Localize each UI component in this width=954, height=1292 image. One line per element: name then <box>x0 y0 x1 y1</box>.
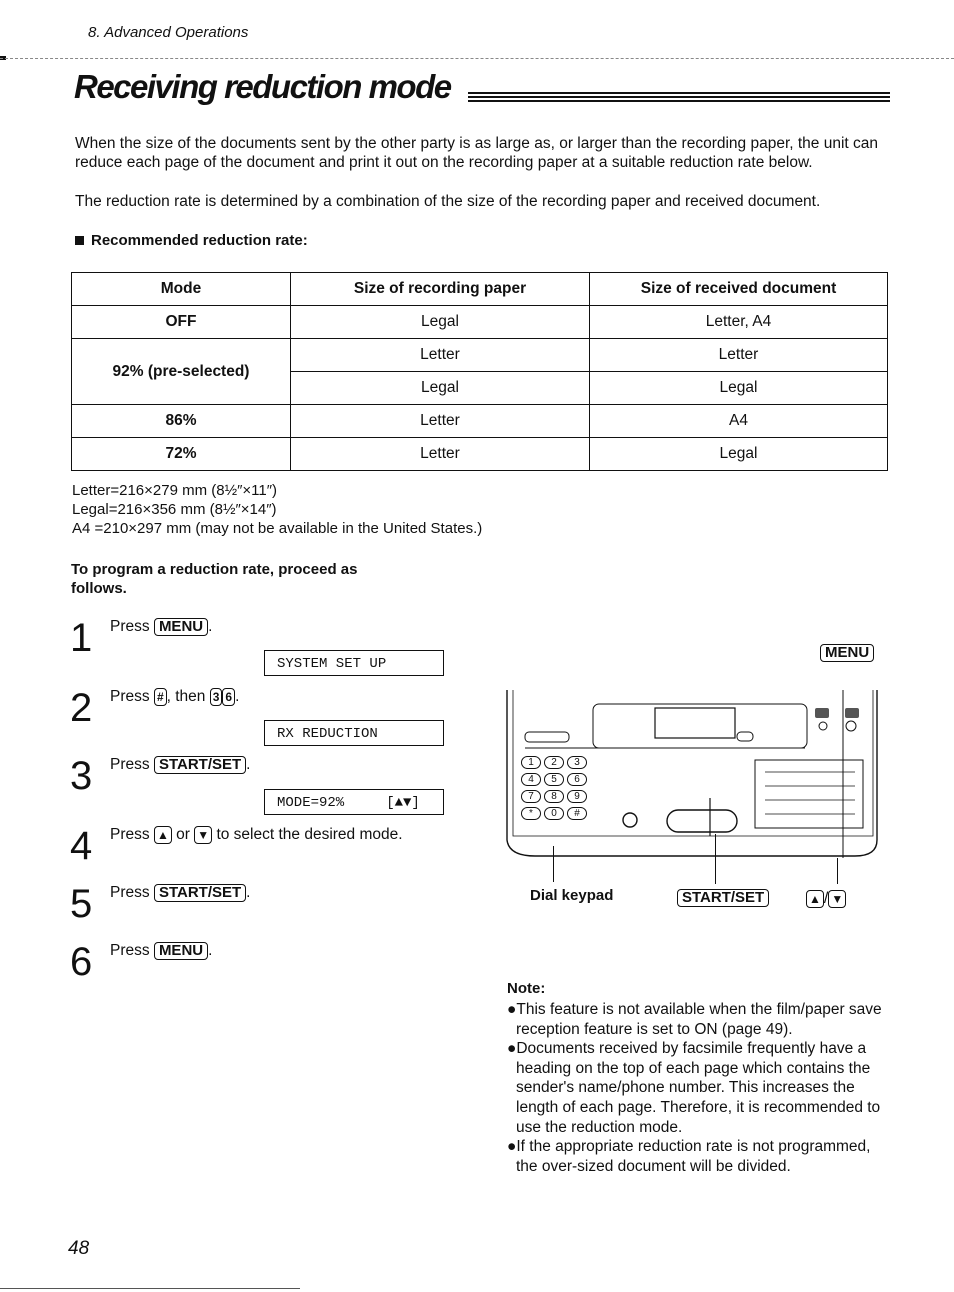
footer-rule <box>0 1288 300 1289</box>
table-row <box>72 405 888 438</box>
keypad-callout-line <box>553 846 554 882</box>
table-header-row <box>72 273 888 306</box>
intro-paragraph-1: When the size of the documents sent by the other party is as large as, or larger than the recording paper, the unit can reduce each page of the document and print it out on the recording paper at a suitable reduction rate below. <box>75 135 879 171</box>
arrow-callout-line <box>837 858 838 884</box>
step-tail: . <box>246 756 251 773</box>
keypad-key: 0 <box>544 807 564 820</box>
step-text <box>110 688 239 706</box>
digit-6-key: 6 <box>222 688 235 706</box>
press-label: Press <box>110 618 150 635</box>
step-number: 6 <box>70 940 93 984</box>
dial-keypad-label: Dial keypad <box>530 887 614 904</box>
digit-3-key: 3 <box>210 688 223 706</box>
intro-paragraph-2: The reduction rate is determined by a combination of the size of the recording paper and received document. <box>75 193 821 210</box>
press-label: Press <box>110 884 150 901</box>
press-label: Press <box>110 756 150 773</box>
step-number: 3 <box>70 754 93 798</box>
program-heading: To program a reduction rate, proceed as follows. <box>71 561 358 597</box>
menu-key: MENU <box>154 942 208 960</box>
keypad-key: 6 <box>567 773 587 786</box>
cell-paper: Letter <box>291 405 590 438</box>
press-label: Press <box>110 826 150 843</box>
step-number: 4 <box>70 824 93 868</box>
menu-key: MENU <box>154 618 208 636</box>
cell-mode: 92% (pre-selected) <box>72 339 291 405</box>
cell-paper: Legal <box>291 372 590 405</box>
step-mid: or <box>176 826 190 843</box>
step-tail: . <box>246 884 251 901</box>
cell-document: A4 <box>590 405 888 438</box>
col-header-paper: Size of recording paper <box>291 273 590 306</box>
press-label: Press <box>110 688 150 705</box>
table-row <box>72 438 888 471</box>
step-text <box>110 826 403 844</box>
start-callout-line <box>715 834 716 884</box>
step-text <box>110 942 212 960</box>
start-set-key: START/SET <box>154 756 246 774</box>
press-label: Press <box>110 942 150 959</box>
table-row <box>72 306 888 339</box>
cell-paper: Legal <box>291 306 590 339</box>
keypad-key: 1 <box>521 756 541 769</box>
step-number: 2 <box>70 686 93 730</box>
header-rule <box>0 58 954 59</box>
cell-mode: 86% <box>72 405 291 438</box>
reduction-table <box>71 272 888 471</box>
keypad-key: * <box>521 807 541 820</box>
cell-paper: Letter <box>291 339 590 372</box>
page-title: Receiving reduction mode <box>74 68 451 105</box>
keypad-key: 7 <box>521 790 541 803</box>
title-rule <box>468 92 890 104</box>
step-tail: . <box>208 618 213 635</box>
diagram-menu-key: MENU <box>820 644 874 662</box>
display-system-set-up: SYSTEM SET UP <box>264 650 444 676</box>
note-list <box>507 1000 887 1176</box>
note-item: ●If the appropriate reduction rate is not programmed, the over-sized document will be divided. <box>507 1138 871 1175</box>
arrow-keys-label: ▲ / ▼ <box>806 890 846 908</box>
down-key: ▼ <box>828 890 846 908</box>
size-a4: A4 =210×297 mm (may not be available in the United States.) <box>72 520 483 537</box>
cell-mode: 72% <box>72 438 291 471</box>
step-tail: . <box>235 688 240 705</box>
down-key: ▼ <box>194 826 212 844</box>
keypad-key: 5 <box>544 773 564 786</box>
col-header-document: Size of received document <box>590 273 888 306</box>
size-letter: Letter=216×279 mm (8½″×11″) <box>72 482 278 499</box>
step-number: 5 <box>70 882 93 926</box>
keypad-key: 2 <box>544 756 564 769</box>
step-text <box>110 618 212 636</box>
step-tail: to select the desired mode. <box>216 826 403 843</box>
step-mid: , then <box>166 688 206 705</box>
note-item: ●Documents received by facsimile frequently have a heading on the top of each page which contains the sender's name/phone number. This increases the length of each page. Therefore, it is recommended to use the reduction mode. <box>507 1040 881 1136</box>
section-header: 8. Advanced Operations <box>88 24 249 41</box>
cell-document: Letter <box>590 339 888 372</box>
diagram-keypad <box>521 756 601 846</box>
paper-sizes <box>72 481 482 538</box>
keypad-key: 3 <box>567 756 587 769</box>
step-tail: . <box>208 942 213 959</box>
up-key: ▲ <box>806 890 824 908</box>
cell-document: Legal <box>590 372 888 405</box>
step-text <box>110 756 250 774</box>
table-row <box>72 339 888 372</box>
keypad-key: 8 <box>544 790 564 803</box>
cell-document: Letter, A4 <box>590 306 888 339</box>
start-set-key: START/SET <box>154 884 246 902</box>
step-number: 1 <box>70 616 93 660</box>
display-mode: MODE=92% [▲▼] <box>264 789 444 815</box>
bullet-square-icon <box>75 236 84 245</box>
recommended-heading-text: Recommended reduction rate: <box>91 232 308 249</box>
keypad-key: # <box>567 807 587 820</box>
step-text <box>110 884 250 902</box>
col-header-mode: Mode <box>72 273 291 306</box>
hash-key: # <box>154 688 167 706</box>
note-heading: Note: <box>507 980 546 997</box>
page-number: 48 <box>68 1238 90 1259</box>
up-key: ▲ <box>154 826 172 844</box>
note-item: ●This feature is not available when the film/paper save reception feature is set to ON (page 49). <box>507 1001 882 1038</box>
cell-mode: OFF <box>72 306 291 339</box>
start-set-label: START/SET <box>677 889 769 907</box>
cell-document: Legal <box>590 438 888 471</box>
cell-paper: Letter <box>291 438 590 471</box>
recommended-heading <box>75 232 308 249</box>
size-legal: Legal=216×356 mm (8½″×14″) <box>72 501 277 518</box>
display-rx-reduction: RX REDUCTION <box>264 720 444 746</box>
keypad-key: 4 <box>521 773 541 786</box>
keypad-key: 9 <box>567 790 587 803</box>
